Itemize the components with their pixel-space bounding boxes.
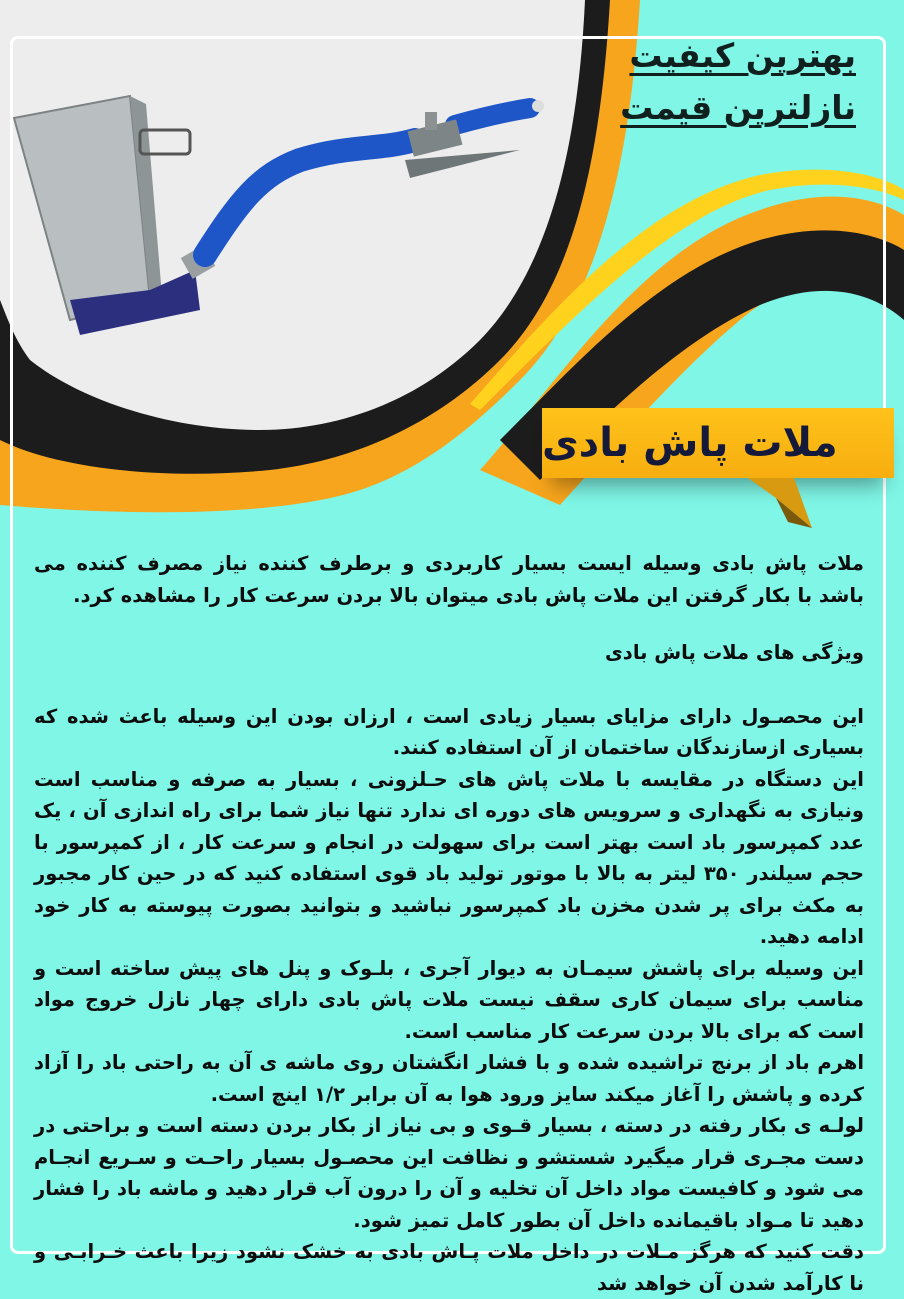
feature-paragraph: این وسیله برای پاشش سیمـان به دیوار آجری ، بلـوک و پنل های پیش ساخته است و مناسب برای سیمان کاری سقف نیست ملات پاش بادی دارای چهار نازل خروج مواد است که برای بالا بردن سرعت کار مناسب است. (34, 956, 864, 1043)
title-banner (542, 408, 894, 478)
page-title: ملات پاش بادی (542, 420, 838, 466)
slogan (616, 30, 856, 134)
feature-paragraph: اهرم باد از برنج تراشیده شده و با فشار انگشتان روی ماشه ی آن به راحتی باد را آزاد کرده و پاشش را آغاز میکند سایز ورود هوا به آن برابر ۱/۲ اینچ است. (34, 1051, 864, 1106)
features-heading: ویژگی های ملات پاش بادی (604, 641, 864, 664)
feature-paragraph: این محصـول دارای مزایای بسیار زیادی است ، ارزان بودن این وسیله باعث شده که بسیاری ازسازندگان ساختمان از آن استفاده کنند. (34, 704, 864, 759)
banner-ribbon-fold (748, 478, 818, 530)
intro-paragraph: ملات پاش بادی وسیله ایست بسیار کاربردی و برطرف کننده نیاز مصرف کننده می باشد با بکار گرفتن این ملات پاش بادی میتوان بالا بردن سرعت کار را مشاهده کرد. (34, 552, 864, 607)
feature-paragraph: دقت کنید که هرگز مـلات در داخل ملات پـاش بادی به خشک نشود زیرا باعث خـرابـی و نا کارآمد شدن آن خواهد شد (34, 1240, 864, 1295)
article-body (34, 548, 864, 1299)
slogan-line-quality: بهترین کیفیت (629, 36, 856, 75)
feature-paragraph: این دستگاه در مقایسه با ملات پاش های حـلزونی ، بسیار به صرفه و مناسب است ونیازی به نگهداری و سرویس های دوره ای ندارد تنها نیاز شما برای راه اندازی آن ، یک عدد کمپرسور باد است بهتر است برای سهولت در انجام و سرعت کار ، از کمپرسور با حجم سیلندر ۳۵۰ لیتر به بالا با موتور تولید باد قوی استفاده کنید که در حین کار مجبور به مکث برای پر شدن مخزن باد کمپرسور نباشید و بتوانید بصورت پیوسته به کار خود ادامه دهید. (34, 767, 865, 948)
slogan-line-price: نازلترین قیمت (620, 88, 856, 127)
feature-paragraph: لولـه ی بکار رفته در دسته ، بسیار قـوی و بی نیاز از بکار بردن دسته است و براحتی در دست مجـری قرار میگیرد شستشو و نظافت این محصـول بسیار راحـت و سـریع انجـام می شود و کافیست مواد داخل آن تخلیه و آن را درون آب قرار دهید و ماشه باد را فشار دهید تا مـواد باقیمانده داخل آن بطور کامل تمیز شود. (34, 1114, 864, 1232)
